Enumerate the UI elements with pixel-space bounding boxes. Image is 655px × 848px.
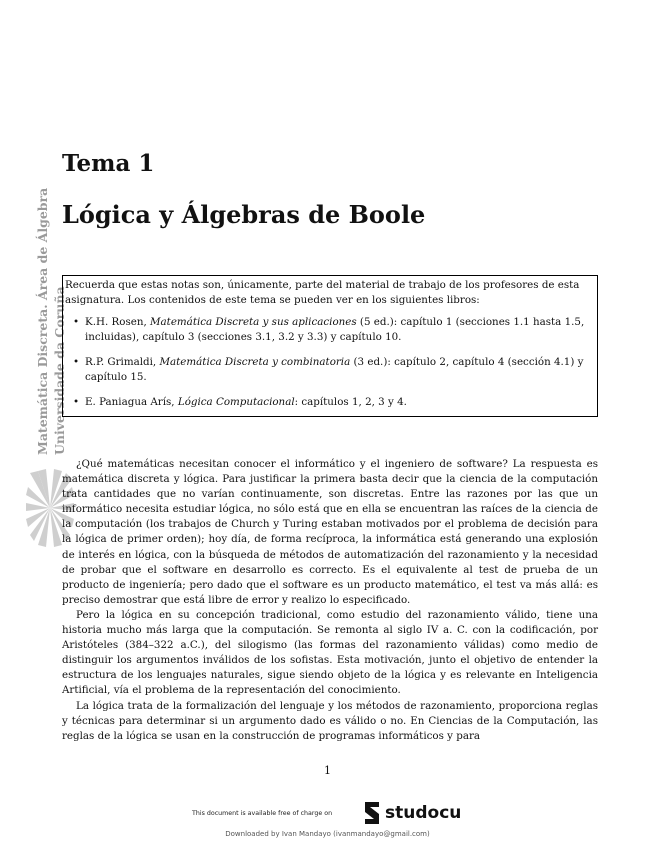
- paragraph: ¿Qué matemáticas necesitan conocer el informático y el ingeniero de software? La respuesta es matemática discreta y lógica. Para justificar la primera basta decir que la ciencia de la computación trata cantidades que no varían continuamente, son discretas. Entre las razones por las que un informático necesita estudiar lógica, no sólo está que en ella se encuentran las raíces de la ciencia de la computación (los trabajos de Church y Turing estaban motivados por el problema de decisión para la lógica de primer orden); hoy día, de forma recíproca, la informática está generando una explosión de interés en lógica, con la búsqueda de métodos de automatización del razonamiento y la necesidad de probar que el software en desarrollo es correcto. Es el equivalente al test de prueba de un producto de ingeniería; pero dado que el software es un producto matemático, el test va más allá: es preciso demostrar que está libre de error y realizo lo especificado.: [62, 458, 598, 606]
- book-item: [85, 395, 595, 410]
- book-details: : capítulos 1, 2, 3 y 4.: [294, 396, 407, 408]
- book-author: R.P. Grimaldi,: [85, 356, 160, 368]
- chapter-label: Tema 1: [62, 150, 155, 177]
- side-stamp-line1: Matemática Discreta. Área de Álgebra: [35, 187, 50, 455]
- book-title: Lógica Computacional: [177, 396, 295, 408]
- chapter-title: Lógica y Álgebras de Boole: [62, 200, 426, 229]
- book-author: K.H. Rosen,: [85, 316, 150, 328]
- book-details: (3 ed.): capítulo 2, capítulo 4 (sección 4.1) y capítulo 15.: [85, 356, 584, 383]
- book-details: (5 ed.): capítulo 1 (secciones 1.1 hasta 1.5, incluidas), capítulo 3 (secciones 3.1, 3.2 y 3.3) y capítulo 10.: [85, 316, 585, 343]
- studocu-logo[interactable]: [361, 800, 461, 826]
- book-title: Matemática Discreta y sus aplicaciones: [150, 316, 357, 328]
- book-author: E. Paniagua Arís,: [85, 396, 178, 408]
- paragraph: Pero la lógica en su concepción tradicional, como estudio del razonamiento válido, tiene una historia mucho más larga que la computación. Se remonta al siglo IV a. C. con la codificación, por Aristóteles (384–322 a.C.), del silogismo (las formas del razonamiento válidas) como medio de distinguir los argumentos inválidos de los sofistas. Esta motivación, junto el objetivo de entender la estructura de los lenguajes naturales, sigue siendo objeto de la lógica y es relevante en Inteligencia Artificial, vía el problema de la representación del conocimiento.: [62, 608, 598, 697]
- book-title: Matemática Discreta y combinatoria: [159, 356, 351, 368]
- notice-intro: Recuerda que estas notas son, únicamente, parte del material de trabajo de los profesores de esta asignatura. Los contenidos de este tema se pueden ver en los siguientes libros:: [65, 279, 580, 306]
- notice-box: [62, 275, 598, 417]
- paragraph: La lógica trata de la formalización del lenguaje y los métodos de razonamiento, proporciona reglas y técnicas para determinar si un argumento dado es válido o no. En Ciencias de la Computación, las reglas de la lógica se usan en la construcción de programas informáticos y para: [62, 699, 598, 742]
- download-note: Downloaded by Ivan Mandayo (ivanmandayo@gmail.com): [225, 830, 430, 838]
- page-number: 1: [324, 764, 331, 777]
- body-text: [62, 457, 598, 744]
- book-item: [85, 315, 595, 345]
- availability-note: This document is available free of charge on: [192, 810, 333, 817]
- book-item: [85, 355, 595, 385]
- side-stamp-line2: Universidade da Coruña: [52, 286, 67, 455]
- book-list: [65, 315, 595, 410]
- brand-name: studocu: [385, 803, 462, 823]
- studocu-s-icon: [361, 800, 383, 826]
